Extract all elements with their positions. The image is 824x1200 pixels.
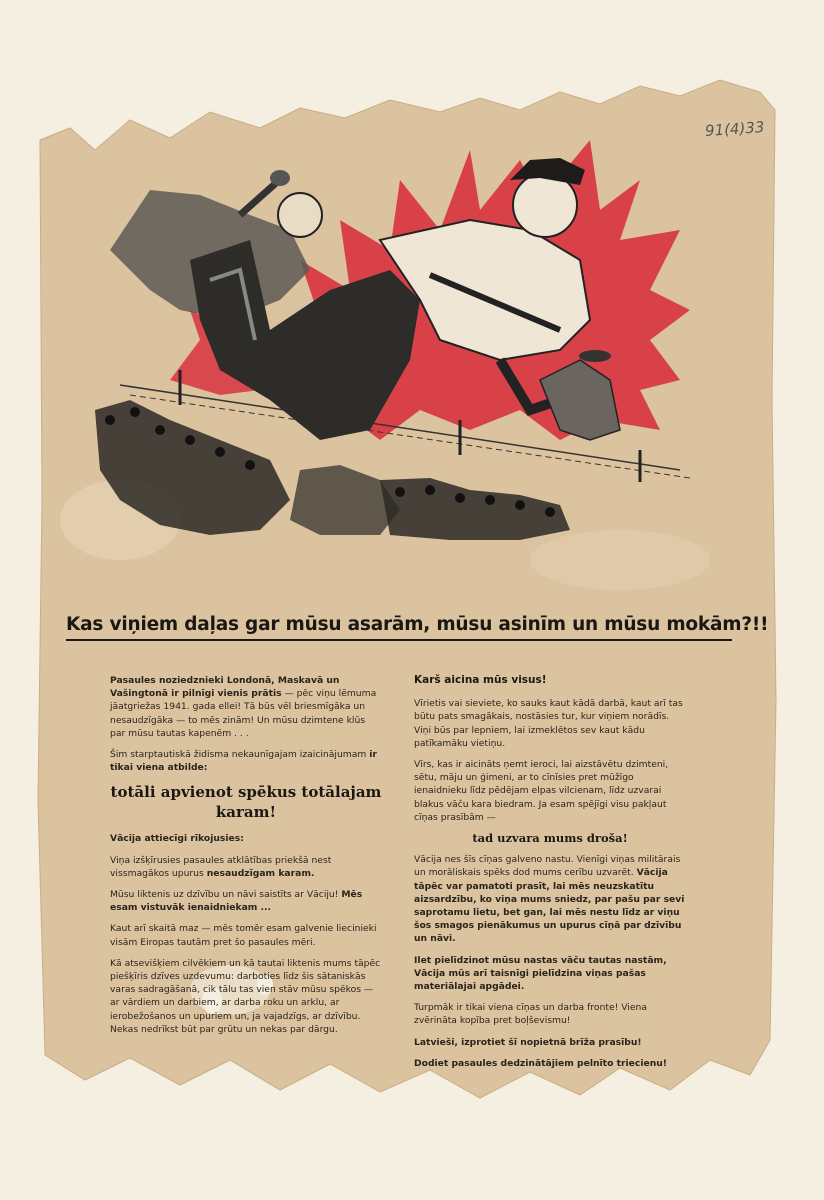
- right-paragraph-7: Dodiet pasaules dedzinātājiem pelnīto triecienu!: [414, 1057, 667, 1069]
- left-p3-text: Viņa izšķīrusies pasaules atklātības priekšā nest vissmagākos upurus: [110, 854, 332, 879]
- figure-head: [278, 193, 322, 237]
- poster-headline: Kas viņiem daļas gar mūsu asarām, mūsu asinīm un mūsu mokām?!!: [66, 614, 732, 641]
- slogan: totāli apvienot spēkus totālajam karam!: [110, 783, 382, 822]
- left-paragraph-3: [110, 854, 382, 880]
- right-paragraph-6: Latvieši, izprotiet šī nopietnā brīža prasību!: [414, 1036, 642, 1048]
- right-paragraph-1: Vīrietis vai sieviete, ko sauks kaut kādā darbā, kaut arī tas būtu pats smagākais, nostāsies tur, kur viņiem norādīs. Viņi būs par lepniem, lai izmeklētos sev kaut kādu patīkamāku vietiņu.: [414, 698, 683, 749]
- left-p4-text: Mūsu liktenis uz dzīvību un nāvi saistīts ar Vāciju!: [110, 889, 342, 901]
- paper-stain: [530, 530, 710, 590]
- left-p4-bold: Mēs esam vistuvāk ienaidniekam ...: [110, 889, 363, 914]
- right-p3-bold: Vācija tāpēc var pamatoti prasīt, lai mēs neuzskatītu aizsardzību, ko viņa mums sniedz, par pašu par sevi saprotamu lietu, bet gan, lai mēs nestu līdz ar viņu šos smagos pienākumus un upurus cīņā par dzīvību un nāvi.: [414, 867, 685, 945]
- left-sub-heading: Vācija attiecīgi rīkojusies:: [110, 833, 244, 845]
- right-paragraph-4: Ilet pielīdzinot mūsu nastas vāču tautas nastām, Vācija mūs arī taisnīgi pielīdzina viņas pašas materiālajai apgādei.: [414, 954, 667, 993]
- left-p2-bold: ir tikai viena atbilde:: [110, 749, 377, 774]
- right-paragraph-5: Turpmāk ir tikai viena cīņas un darba fronte! Viena zvērināta kopība pret boļševismu!: [414, 1002, 647, 1027]
- fleeing-figure-hat: [579, 350, 611, 362]
- left-p1-bold: Pasaules noziedznieki Londonā, Maskavā un Vašingtonā ir pilnīgi vienis prātis: [110, 675, 340, 700]
- trumpet-bell: [270, 170, 290, 186]
- left-column: [110, 674, 382, 1044]
- right-paragraph-2: Vīrs, kas ir aicināts ņemt ieroci, lai aizstāvētu dzimteni, sētu, māju un ģimeni, ar to cīnīsies pret mūžīgo ienaidnieku līdz pēdējam elpas vilcienam, līdz uzvarai blakus vāču kara biedram. Ja esam spējīgi visu pakļaut cīņas prasībām —: [414, 759, 669, 823]
- left-paragraph-5: Kaut arī skaitā maz — mēs tomēr esam galvenie liecinieki visām Eiropas tautām pret šo pasaules mēri.: [110, 923, 377, 948]
- right-column: [414, 674, 686, 1078]
- left-paragraph-1: [110, 674, 382, 740]
- right-paragraph-3: [414, 853, 686, 945]
- victory-line: tad uzvara mums droša!: [472, 831, 628, 846]
- left-p2-text: Šim starptautiskā židisma nekaunīgajam izaicinājumam: [110, 749, 370, 761]
- left-paragraph-4: [110, 888, 382, 914]
- left-paragraph-2: [110, 748, 382, 774]
- right-p3-text: Vācija nes šīs cīņas galveno nastu. Vienīgi viņas militārais un morāliskais spēks dod mums cerību uzvarēt.: [414, 854, 681, 879]
- left-p1-rest: — pēc viņu lēmuma jāatgriežas 1941. gada ellei! Tā būs vēl briesmīgāka un nesaudzīgāka — to mēs zinām! Un mūsu dzimtene klūs par mūsu tautas kapenēm . . .: [110, 688, 377, 739]
- left-paragraph-6: Kā atsevišķiem cilvēkiem un kā tautai liktenis mums tāpēc piešķīris dzīves uzdevumu: darboties līdz šis sātaniskās varas sadragāšanā, cik tālu tas vien stāv mūsu spēkos — ar vārdiem un darbiem, ar darba roku un arklu, ar ierobežošanos un upuriem un, ja vajadzīgs, ar dzīvību. Nekas nedrīkst būt par grūtu un nekas par dārgu.: [110, 957, 381, 1035]
- catalog-mark: 91(4)33: [704, 117, 765, 141]
- left-p3-bold: nesaudzīgam karam.: [206, 867, 315, 879]
- right-heading: Karš aicina mūs visus!: [414, 674, 547, 686]
